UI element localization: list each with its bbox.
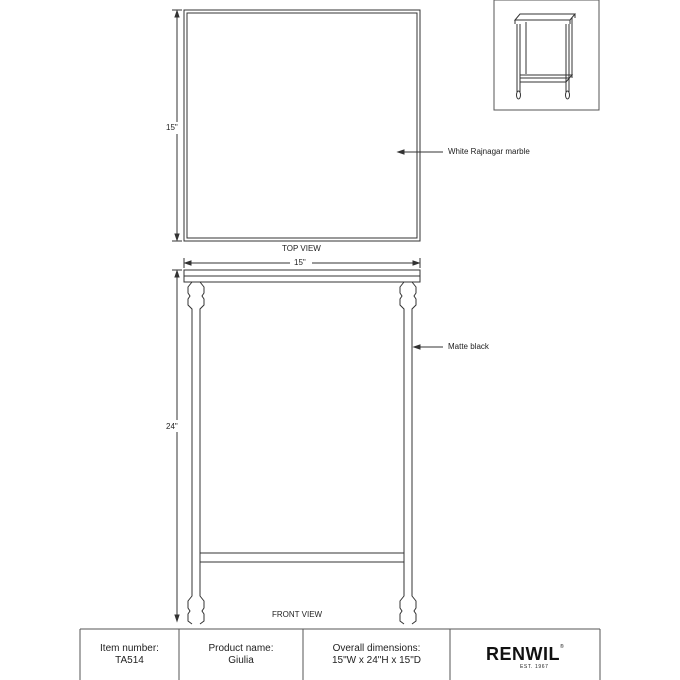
brand-established: EST. 1967: [520, 664, 549, 670]
front-view-width-label: 15": [294, 258, 306, 267]
brand-name: RENWIL®: [486, 644, 565, 664]
finish-note: Matte black: [448, 342, 489, 351]
front-view-height-dimension: [172, 270, 182, 621]
perspective-inset: [494, 0, 599, 110]
dimensions-label: Overall dimensions:: [332, 643, 421, 654]
item-number-value: TA514: [115, 655, 144, 666]
front-view-caption: FRONT VIEW: [272, 610, 323, 619]
top-view-height-label: 15": [166, 123, 178, 132]
marble-note: White Rajnagar marble: [448, 147, 530, 156]
product-name-label: Product name:: [208, 643, 274, 654]
item-number-cell: [80, 629, 179, 680]
top-view-caption: TOP VIEW: [282, 244, 321, 253]
dimensions-cell: [303, 629, 450, 680]
front-view-table: [184, 270, 420, 624]
product-name-cell: [179, 629, 303, 680]
renwil-logo: [450, 629, 570, 680]
dimensions-value: 15"W x 24"H x 15"D: [331, 655, 421, 666]
top-view-inner: [187, 13, 417, 238]
top-view-outer: [184, 10, 420, 241]
front-view-height-label: 24": [166, 422, 178, 431]
item-number-label: Item number:: [100, 643, 159, 654]
finish-leader: [414, 345, 443, 349]
product-name-value: Giulia: [228, 655, 254, 666]
